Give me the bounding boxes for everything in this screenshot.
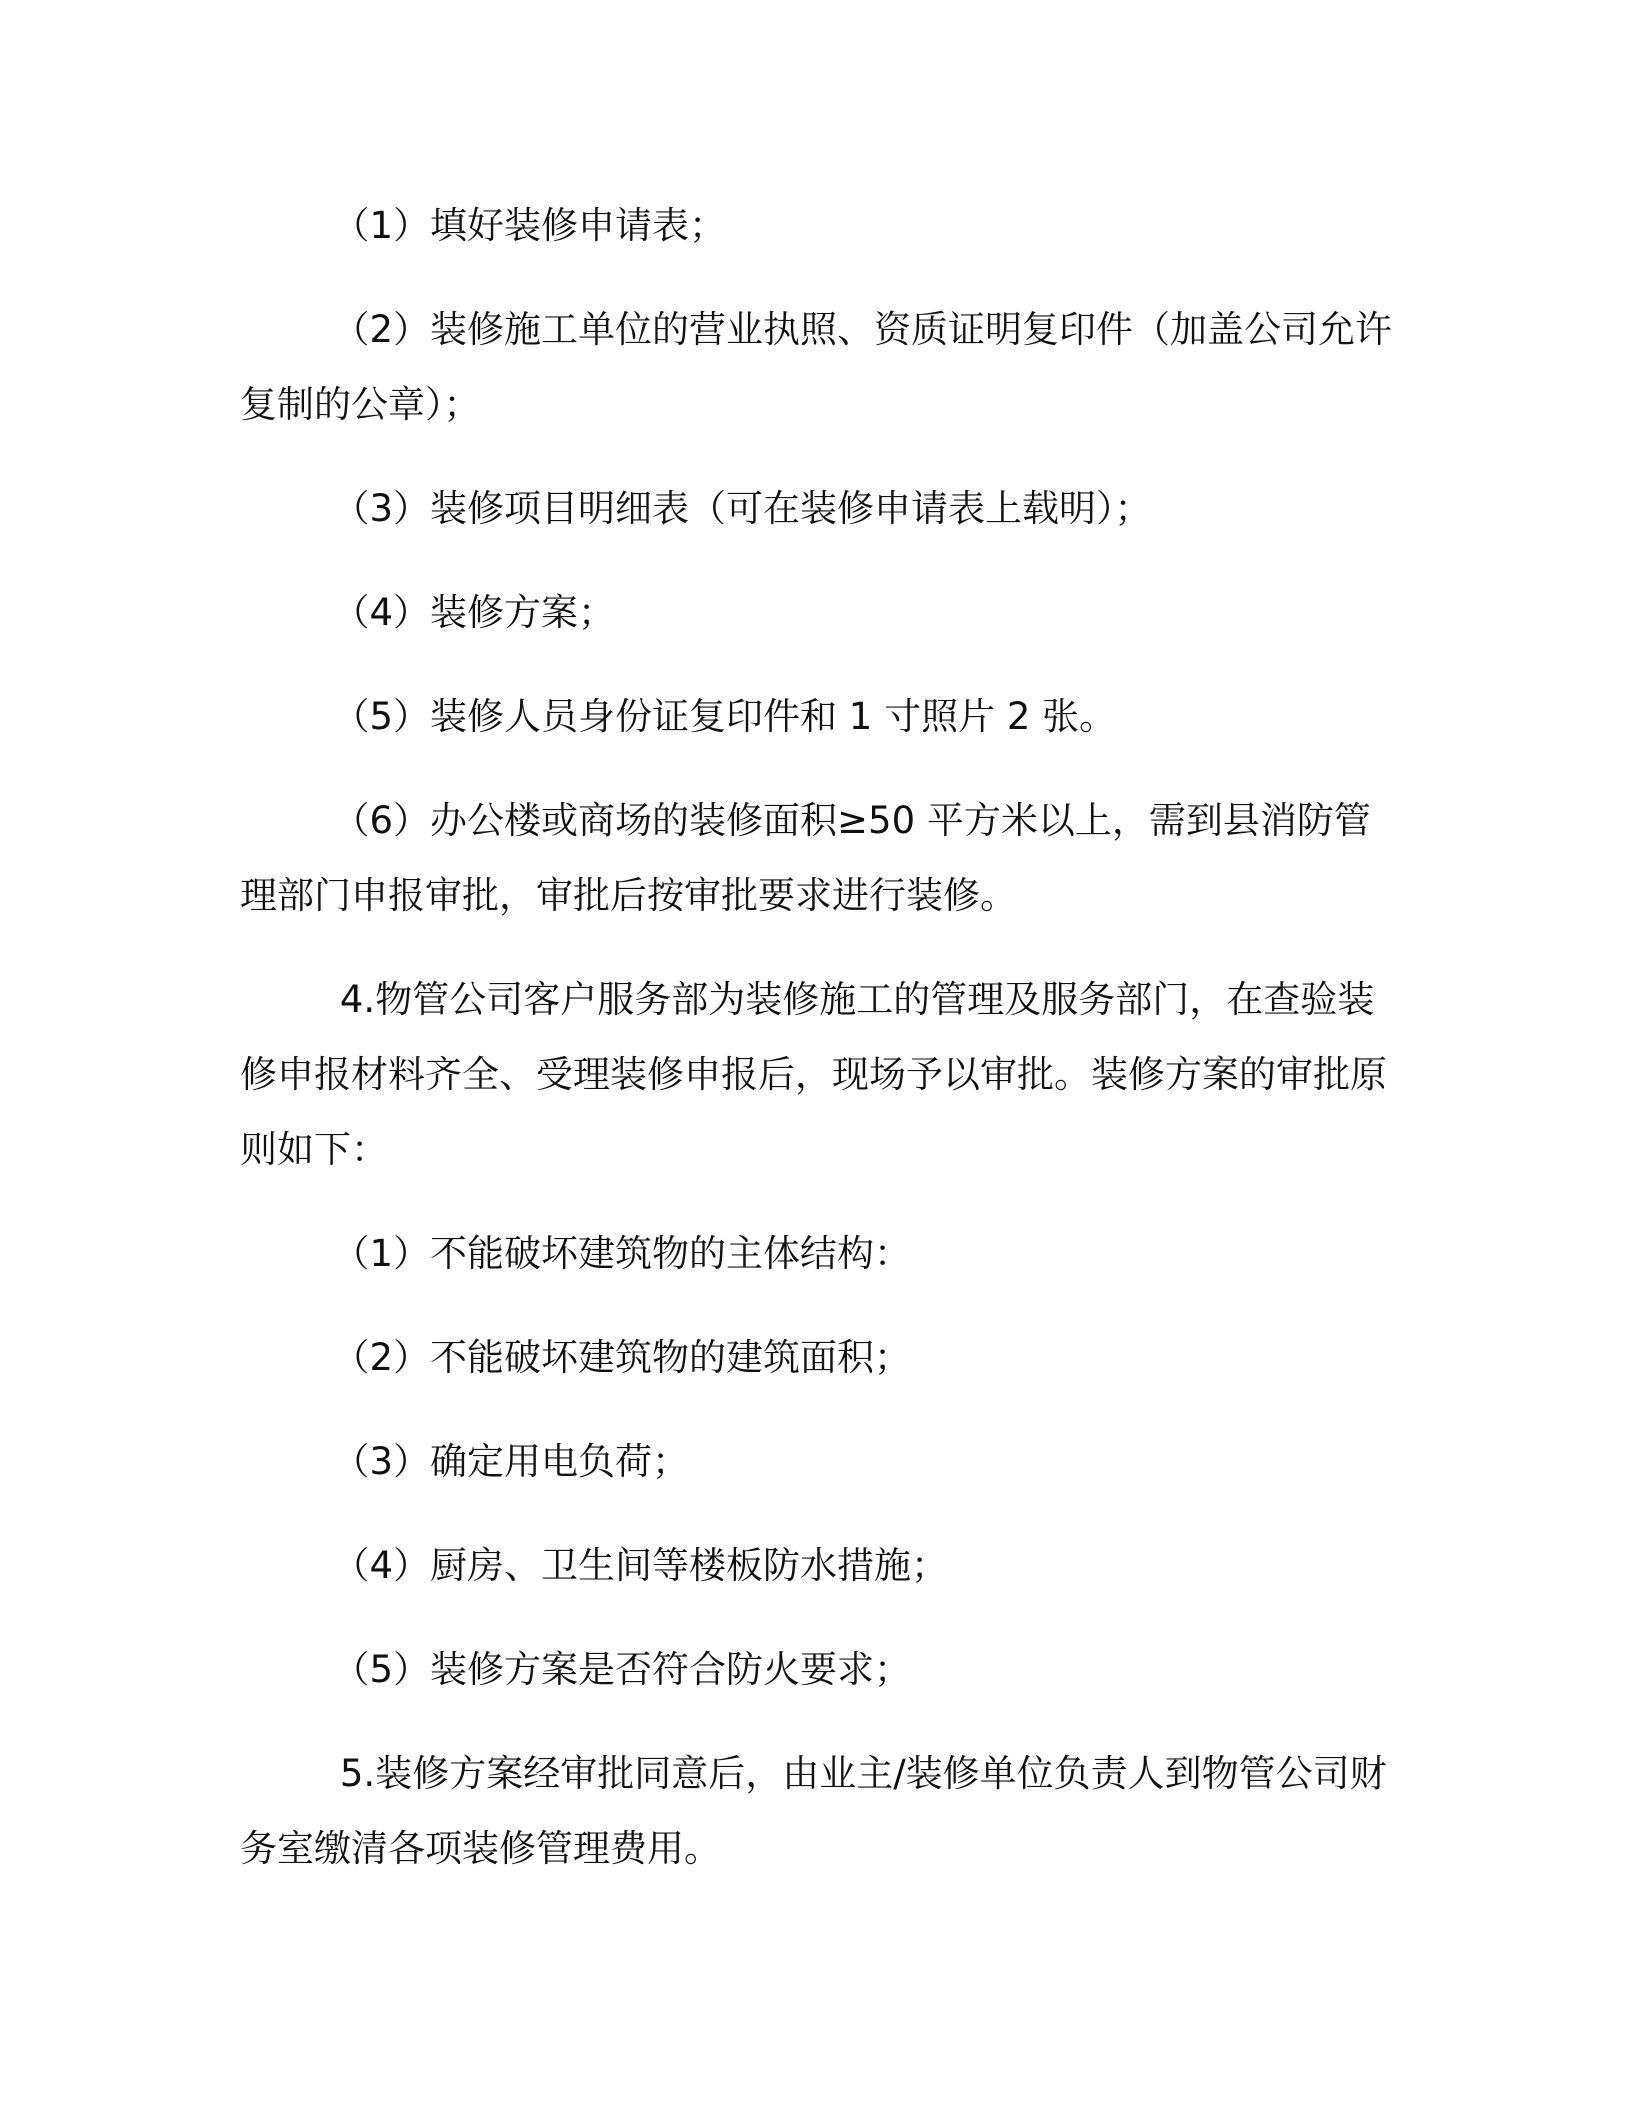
paragraph-item-1: （1）填好装修申请表； xyxy=(332,204,727,247)
paragraph-item-4: （4）装修方案； xyxy=(332,591,616,634)
paragraph-item-2: （2）装修施工单位的营业执照、资质证明复印件（加盖公司允许复制的公章）； xyxy=(240,308,1393,426)
paragraph-section-4: 4.物管公司客户服务部为装修施工的管理及服务部门，在查验装修申报材料齐全、受理装修申报后，现场予以审批。装修方案的审批原则如下： xyxy=(240,978,1387,1171)
paragraph-principle-4: （4）厨房、卫生间等楼板防水措施； xyxy=(332,1544,949,1587)
paragraph-item-3: （3）装修项目明细表（可在装修申请表上载明）； xyxy=(332,487,1152,530)
paragraph-item-5: （5）装修人员身份证复印件和 1 寸照片 2 张。 xyxy=(332,695,1117,738)
paragraph-section-5: 5.装修方案经审批同意后，由业主/装修单位负责人到物管公司财务室缴清各项装修管理费用。 xyxy=(240,1752,1387,1870)
paragraph-principle-3: （3）确定用电负荷； xyxy=(332,1440,690,1483)
paragraph-item-6: （6）办公楼或商场的装修面积≥50 平方米以上，需到县消防管理部门申报审批，审批后按审批要求进行装修。 xyxy=(240,799,1371,917)
document-body xyxy=(240,188,1400,1886)
paragraph-principle-2: （2）不能破坏建筑物的建筑面积； xyxy=(332,1336,912,1379)
paragraph-principle-1: （1）不能破坏建筑物的主体结构： xyxy=(332,1232,912,1275)
paragraph-principle-5: （5）装修方案是否符合防火要求； xyxy=(332,1648,912,1691)
